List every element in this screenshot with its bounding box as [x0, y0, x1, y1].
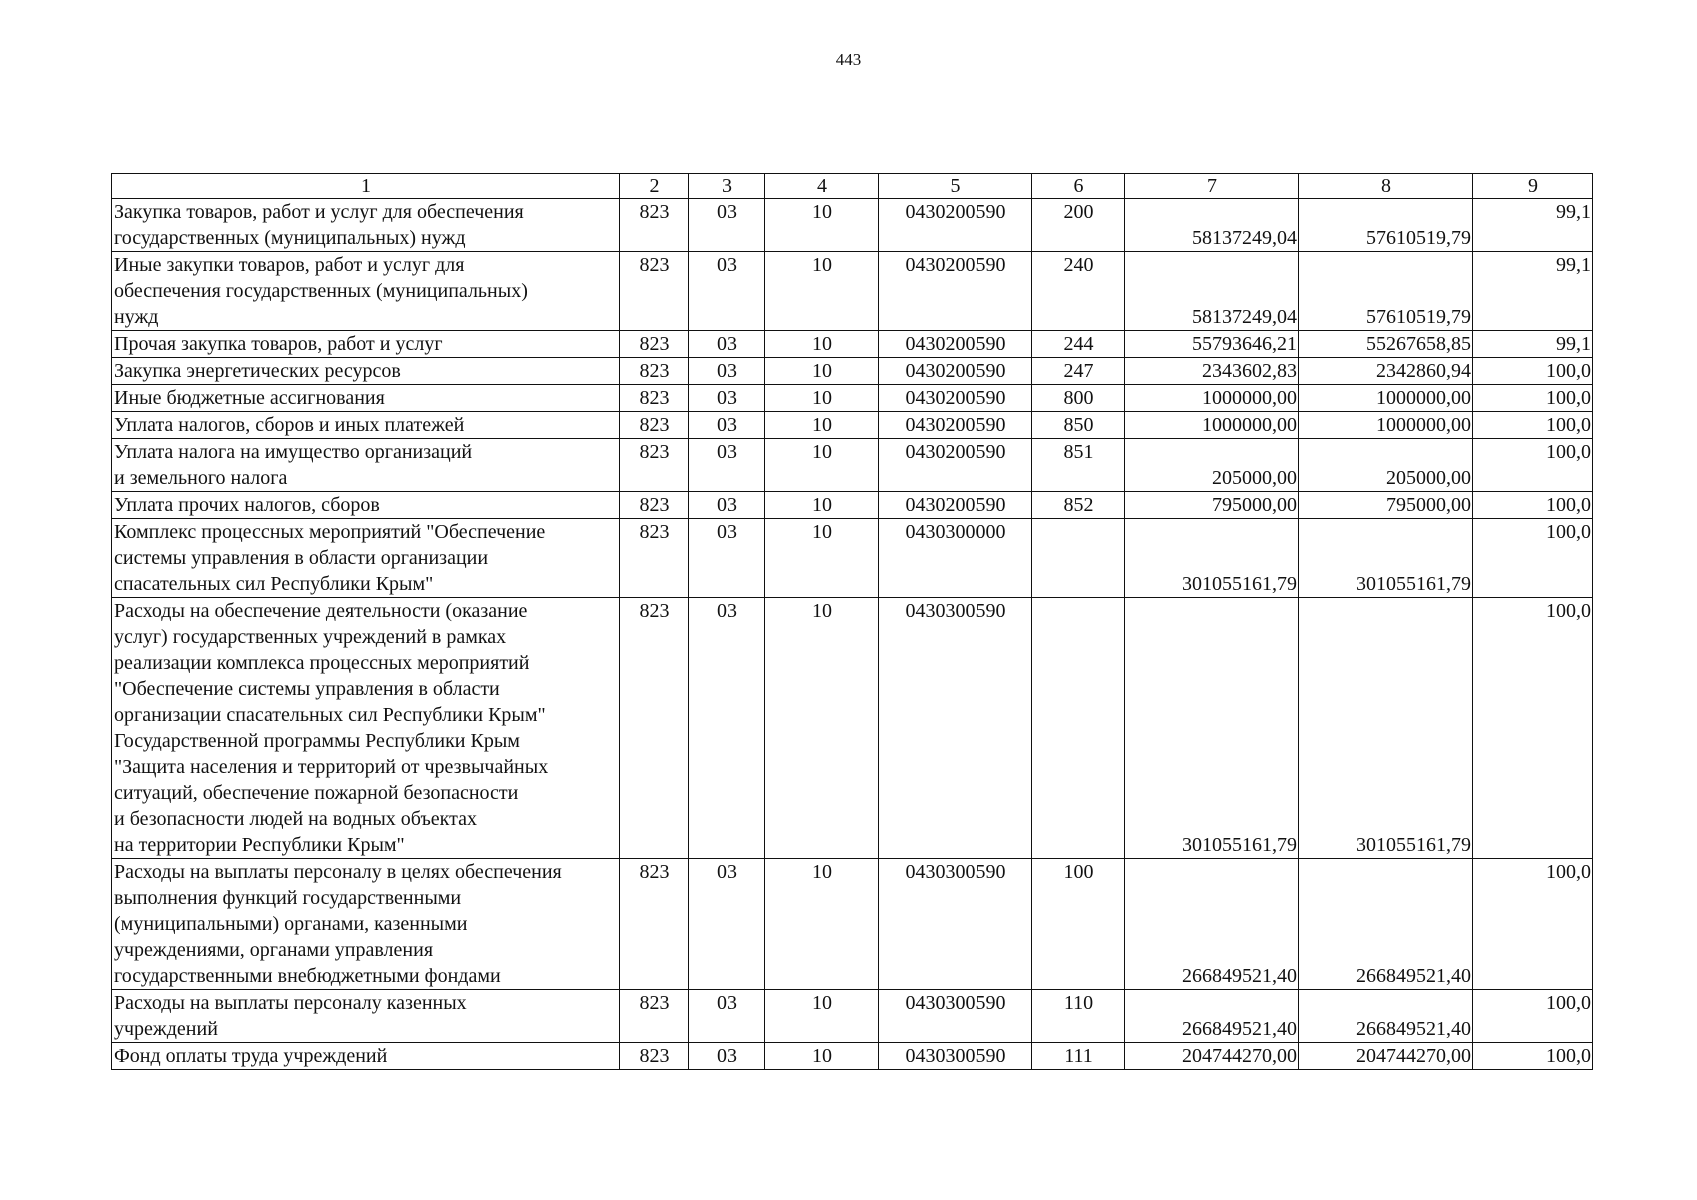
- row-cell: 0430300590: [879, 859, 1032, 990]
- row-cell: 0430200590: [879, 492, 1032, 519]
- row-cell: 10: [765, 358, 879, 385]
- row-amount-cell: 205000,00: [1125, 439, 1299, 492]
- row-cell: 10: [765, 859, 879, 990]
- row-cell: 10: [765, 412, 879, 439]
- row-name-cell: Расходы на обеспечение деятельности (оказание услуг) государственных учреждений в рамках реализации комплекса процессных мероприятий "Обеспечение системы управления в области организации спасательных сил Республики Крым" Государственной программы Республики Крым "Защита населения и территорий от чрезвычайных ситуаций, обеспечение пожарной безопасности и безопасности людей на водных объектах на территории Республики Крым": [112, 598, 620, 859]
- row-cell: 247: [1032, 358, 1125, 385]
- row-percent-cell: 100,0: [1473, 598, 1593, 859]
- row-amount-cell: 266849521,40: [1125, 859, 1299, 990]
- row-cell: 03: [689, 331, 765, 358]
- table-body: [112, 199, 1593, 1070]
- row-cell: 03: [689, 492, 765, 519]
- row-cell: 110: [1032, 990, 1125, 1043]
- row-cell: 852: [1032, 492, 1125, 519]
- row-cell: 200: [1032, 199, 1125, 252]
- row-percent-cell: 100,0: [1473, 519, 1593, 598]
- row-cell: 03: [689, 412, 765, 439]
- row-amount-cell: 55267658,85: [1299, 331, 1473, 358]
- row-percent-cell: 99,1: [1473, 199, 1593, 252]
- row-amount-cell: 58137249,04: [1125, 199, 1299, 252]
- table-row: [112, 412, 1593, 439]
- header-cell: 4: [765, 174, 879, 199]
- row-amount-cell: 205000,00: [1299, 439, 1473, 492]
- page-number: 443: [835, 50, 862, 69]
- row-percent-cell: 99,1: [1473, 252, 1593, 331]
- table-row: [112, 492, 1593, 519]
- row-cell: 823: [620, 1043, 689, 1070]
- row-cell: 823: [620, 439, 689, 492]
- row-percent-cell: 100,0: [1473, 1043, 1593, 1070]
- row-cell: 10: [765, 598, 879, 859]
- row-cell: 823: [620, 358, 689, 385]
- table-row: [112, 439, 1593, 492]
- row-cell: 0430200590: [879, 252, 1032, 331]
- table-row: [112, 990, 1593, 1043]
- row-amount-cell: 2343602,83: [1125, 358, 1299, 385]
- header-cell: 2: [620, 174, 689, 199]
- row-percent-cell: 100,0: [1473, 412, 1593, 439]
- row-cell: [1032, 598, 1125, 859]
- row-amount-cell: 301055161,79: [1299, 598, 1473, 859]
- row-cell: 823: [620, 252, 689, 331]
- row-cell: 0430200590: [879, 331, 1032, 358]
- row-name-cell: Расходы на выплаты персоналу казенных учреждений: [112, 990, 620, 1043]
- row-cell: 10: [765, 252, 879, 331]
- row-cell: 244: [1032, 331, 1125, 358]
- row-amount-cell: 301055161,79: [1125, 519, 1299, 598]
- row-cell: 100: [1032, 859, 1125, 990]
- row-amount-cell: 55793646,21: [1125, 331, 1299, 358]
- row-cell: 10: [765, 385, 879, 412]
- row-cell: 10: [765, 492, 879, 519]
- row-amount-cell: 204744270,00: [1299, 1043, 1473, 1070]
- row-cell: 0430300590: [879, 598, 1032, 859]
- table-row: [112, 859, 1593, 990]
- row-cell: 823: [620, 412, 689, 439]
- table-row: [112, 598, 1593, 859]
- row-cell: 823: [620, 385, 689, 412]
- row-cell: 823: [620, 492, 689, 519]
- header-cell: 3: [689, 174, 765, 199]
- row-amount-cell: 301055161,79: [1299, 519, 1473, 598]
- row-name-cell: Закупка товаров, работ и услуг для обеспечения государственных (муниципальных) нужд: [112, 199, 620, 252]
- row-name-cell: Уплата налога на имущество организаций и земельного налога: [112, 439, 620, 492]
- row-amount-cell: 266849521,40: [1299, 990, 1473, 1043]
- row-cell: 0430300000: [879, 519, 1032, 598]
- row-cell: 800: [1032, 385, 1125, 412]
- header-cell: 8: [1299, 174, 1473, 199]
- row-cell: 0430200590: [879, 439, 1032, 492]
- row-amount-cell: 301055161,79: [1125, 598, 1299, 859]
- row-cell: 850: [1032, 412, 1125, 439]
- table-row: [112, 252, 1593, 331]
- row-cell: 0430200590: [879, 358, 1032, 385]
- row-name-cell: Иные бюджетные ассигнования: [112, 385, 620, 412]
- row-amount-cell: 1000000,00: [1299, 412, 1473, 439]
- row-cell: 03: [689, 358, 765, 385]
- budget-table: [111, 173, 1593, 1070]
- row-name-cell: Прочая закупка товаров, работ и услуг: [112, 331, 620, 358]
- table-row: [112, 1043, 1593, 1070]
- row-name-cell: Уплата налогов, сборов и иных платежей: [112, 412, 620, 439]
- row-percent-cell: 100,0: [1473, 385, 1593, 412]
- row-amount-cell: 1000000,00: [1299, 385, 1473, 412]
- row-cell: 0430300590: [879, 1043, 1032, 1070]
- row-cell: 823: [620, 990, 689, 1043]
- row-cell: 10: [765, 519, 879, 598]
- row-cell: 03: [689, 990, 765, 1043]
- row-amount-cell: 266849521,40: [1125, 990, 1299, 1043]
- row-cell: 240: [1032, 252, 1125, 331]
- header-cell: 5: [879, 174, 1032, 199]
- table-row: [112, 358, 1593, 385]
- row-cell: 851: [1032, 439, 1125, 492]
- row-cell: 03: [689, 385, 765, 412]
- row-cell: 0430300590: [879, 990, 1032, 1043]
- row-cell: 823: [620, 598, 689, 859]
- row-amount-cell: 795000,00: [1125, 492, 1299, 519]
- row-amount-cell: 57610519,79: [1299, 252, 1473, 331]
- row-percent-cell: 99,1: [1473, 331, 1593, 358]
- row-cell: 823: [620, 199, 689, 252]
- row-cell: 03: [689, 598, 765, 859]
- row-cell: [1032, 519, 1125, 598]
- row-cell: 0430200590: [879, 199, 1032, 252]
- row-cell: 111: [1032, 1043, 1125, 1070]
- row-cell: 03: [689, 252, 765, 331]
- header-cell: 9: [1473, 174, 1593, 199]
- row-cell: 03: [689, 519, 765, 598]
- table-header-row: [112, 174, 1593, 199]
- row-cell: 03: [689, 199, 765, 252]
- row-name-cell: Иные закупки товаров, работ и услуг для обеспечения государственных (муниципальных) нужд: [112, 252, 620, 331]
- row-cell: 10: [765, 331, 879, 358]
- row-amount-cell: 266849521,40: [1299, 859, 1473, 990]
- row-cell: 10: [765, 199, 879, 252]
- row-amount-cell: 58137249,04: [1125, 252, 1299, 331]
- row-cell: 0430200590: [879, 412, 1032, 439]
- row-name-cell: Комплекс процессных мероприятий "Обеспечение системы управления в области организации спасательных сил Республики Крым": [112, 519, 620, 598]
- row-name-cell: Уплата прочих налогов, сборов: [112, 492, 620, 519]
- row-percent-cell: 100,0: [1473, 990, 1593, 1043]
- row-percent-cell: 100,0: [1473, 439, 1593, 492]
- row-name-cell: Закупка энергетических ресурсов: [112, 358, 620, 385]
- table-row: [112, 519, 1593, 598]
- table-row: [112, 331, 1593, 358]
- row-cell: 03: [689, 1043, 765, 1070]
- row-cell: 03: [689, 439, 765, 492]
- row-name-cell: Фонд оплаты труда учреждений: [112, 1043, 620, 1070]
- row-amount-cell: 204744270,00: [1125, 1043, 1299, 1070]
- row-cell: 0430200590: [879, 385, 1032, 412]
- row-amount-cell: 1000000,00: [1125, 412, 1299, 439]
- row-cell: 823: [620, 331, 689, 358]
- header-cell: 1: [112, 174, 620, 199]
- header-cell: 6: [1032, 174, 1125, 199]
- header-cell: 7: [1125, 174, 1299, 199]
- row-amount-cell: 57610519,79: [1299, 199, 1473, 252]
- row-percent-cell: 100,0: [1473, 492, 1593, 519]
- row-cell: 10: [765, 439, 879, 492]
- row-percent-cell: 100,0: [1473, 859, 1593, 990]
- row-cell: 823: [620, 519, 689, 598]
- table-row: [112, 199, 1593, 252]
- row-cell: 10: [765, 1043, 879, 1070]
- row-amount-cell: 1000000,00: [1125, 385, 1299, 412]
- row-percent-cell: 100,0: [1473, 358, 1593, 385]
- row-amount-cell: 795000,00: [1299, 492, 1473, 519]
- row-amount-cell: 2342860,94: [1299, 358, 1473, 385]
- row-cell: 03: [689, 859, 765, 990]
- table-row: [112, 385, 1593, 412]
- row-name-cell: Расходы на выплаты персоналу в целях обеспечения выполнения функций государственными (муниципальными) органами, казенными учреждениями, органами управления государственными внебюджетными фондами: [112, 859, 620, 990]
- row-cell: 823: [620, 859, 689, 990]
- row-cell: 10: [765, 990, 879, 1043]
